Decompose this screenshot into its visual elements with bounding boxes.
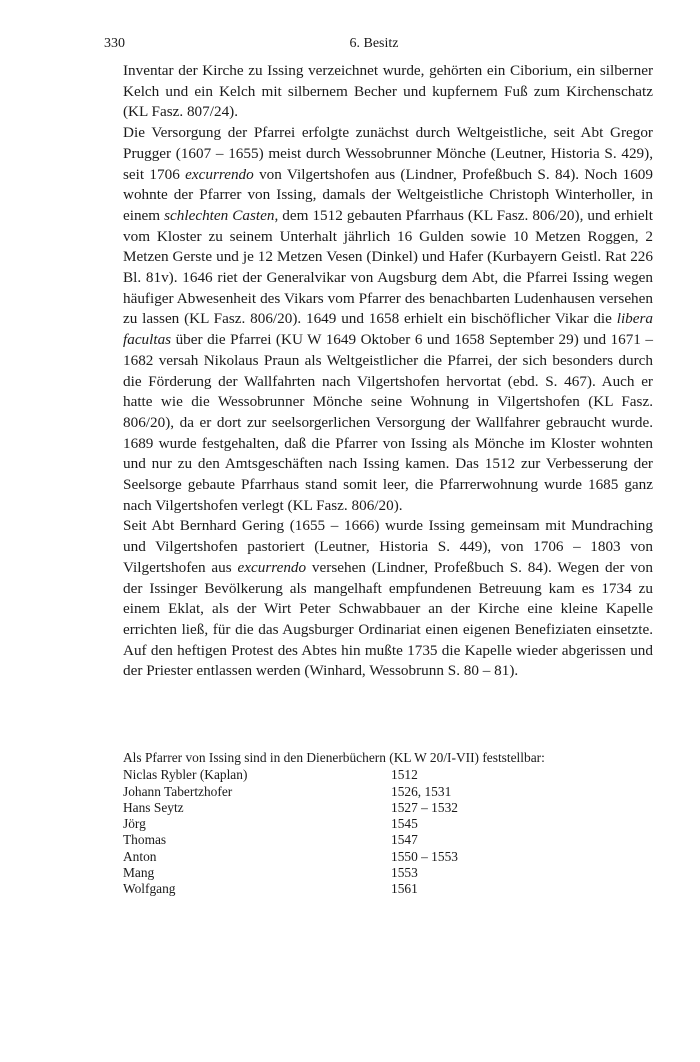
- pfarrer-name: Anton: [123, 848, 157, 864]
- body-text: [123, 61, 653, 682]
- pfarrer-name: Thomas: [123, 832, 167, 848]
- italic-term: excurrendo: [185, 165, 254, 183]
- text-segment: von Vilgertshofen aus (Lindner, Profeßbuch S. 84). Noch 1609 wohnte der Pfarrer von Issing, damals der Weltgeistliche Christoph Winterholler, in einem: [123, 165, 653, 224]
- list-item: [123, 881, 653, 897]
- pfarrer-years: 1547: [391, 832, 418, 848]
- italic-term: excurrendo: [237, 558, 307, 576]
- pfarrer-name: Jörg: [123, 816, 146, 832]
- pfarrer-years: 1561: [391, 881, 418, 897]
- text-segment: Die Versorgung der Pfarrei erfolgte zunächst durch Weltgeistliche, seit Abt Gregor Prugger (1607 – 1655) meist durch Wessobrunner Mönche (Leutner, Historia S. 429), seit 1706: [123, 124, 653, 183]
- text-segment: Seit Abt Bernhard Gering (1655 – 1666) wurde Issing gemeinsam mit Mundraching und Vilgertshofen pastoriert (Leutner, Historia S. 449), von 1706 – 1803 von Vilgertshofen aus: [123, 517, 653, 576]
- pfarrer-name: Wolfgang: [123, 881, 176, 897]
- pfarrer-name: Hans Seytz: [123, 799, 184, 815]
- pfarrer-list: [123, 750, 653, 898]
- pfarrer-years: 1512: [391, 767, 418, 783]
- list-item: [123, 767, 653, 783]
- pfarrer-name: Mang: [123, 865, 155, 881]
- paragraph: [123, 61, 653, 123]
- italic-term: schlechten Casten: [164, 206, 275, 224]
- list-item: [123, 832, 653, 848]
- list-item: [123, 800, 653, 816]
- pfarrer-name: Niclas Rybler (Kaplan): [123, 767, 248, 783]
- pfarrer-years: 1545: [391, 816, 418, 832]
- pfarrer-years: 1526, 1531: [391, 783, 452, 799]
- list-item: [123, 865, 653, 881]
- pfarrer-name: Johann Tabertzhofer: [123, 783, 233, 799]
- text-segment: Inventar der Kirche zu Issing verzeichnet wurde, gehörten ein Ciborium, ein silberner Kelch und ein Kelch mit silbernem Becher und kupfernem Fuß zum Kirchenschatz (KL Fasz. 807/24).: [123, 62, 653, 121]
- paragraph: [123, 123, 653, 516]
- italic-term: libera facultas: [123, 310, 653, 349]
- pfarrer-rows: [123, 767, 653, 897]
- list-item: [123, 849, 653, 865]
- list-item: [123, 816, 653, 832]
- pfarrer-years: 1553: [391, 865, 418, 881]
- pfarrer-years: 1527 – 1532: [391, 799, 458, 815]
- paragraph: [123, 516, 653, 682]
- page-header: [104, 36, 644, 58]
- page-number: 330: [104, 36, 125, 51]
- running-title: 6. Besitz: [349, 36, 399, 51]
- list-item: [123, 784, 653, 800]
- text-segment: über die Pfarrei (KU W 1649 Oktober 6 und 1658 September 29) und 1671 – 1682 versah Nikolaus Praun als Weltgeistlicher die Pfarrei, der sich besonders durch die Förderung der Wallfahrten nach Vilgertshofen hervortat (ebd. S. 467). Auch er hatte wie die Wessobrunner Mönche seine Wohnung in Vilgertshofen (KL Fasz. 806/20), da er dort zur seelsorgerlichen Versorgung der Wallfahrer gebraucht wurde. 1689 wurde festgehalten, daß die Pfarrer von Issing als Mönche im Kloster wohnten und nur zu den Amtsgeschäften nach Issing kamen. Das 1512 zur Verbesserung der Seelsorge gebaute Pfarrhaus stand somit leer, die Pfarrerwohnung wurde 1685 ganz nach Vilgertshofen verlegt (KL Fasz. 806/20).: [123, 331, 653, 514]
- pfarrer-years: 1550 – 1553: [391, 848, 458, 864]
- list-intro: Als Pfarrer von Issing sind in den Dienerbüchern (KL W 20/I-VII) feststellbar:: [123, 750, 545, 765]
- text-segment: versehen (Lindner, Profeßbuch S. 84). Wegen der von der Issinger Bevölkerung als mangelhaft empfundenen Betreuung kam es 1734 zu einem Eklat, als der Wirt Peter Schwabbauer an der Kirche eine kleine Kapelle errichten ließ, für die das Augsburger Ordinariat einen eigenen Benefiziaten einsetzte. Auf den heftigen Protest des Abtes hin mußte 1735 die Kapelle wieder abgerissen und der Priester entlassen werden (Winhard, Wessobrunn S. 80 – 81).: [123, 558, 653, 680]
- text-segment: , dem 1512 gebauten Pfarrhaus (KL Fasz. 806/20), und erhielt vom Kloster zu seinem Unterhalt jährlich 16 Gulden sowie 10 Metzen Roggen, 2 Metzen Gerste und je 12 Metzen Vesen (Dinkel) und Hafer (Kurbayern Geistl. Rat 226 Bl. 81v). 1646 riet der Generalvikar von Augsburg dem Abt, die Pfarrei Issing wegen häufiger Abwesenheit des Vikars vom Pfarrer des benachbarten Ludenhausen versehen zu lassen (KL Fasz. 806/20). 1649 und 1658 erhielt ein bischöflicher Vikar die: [123, 206, 653, 328]
